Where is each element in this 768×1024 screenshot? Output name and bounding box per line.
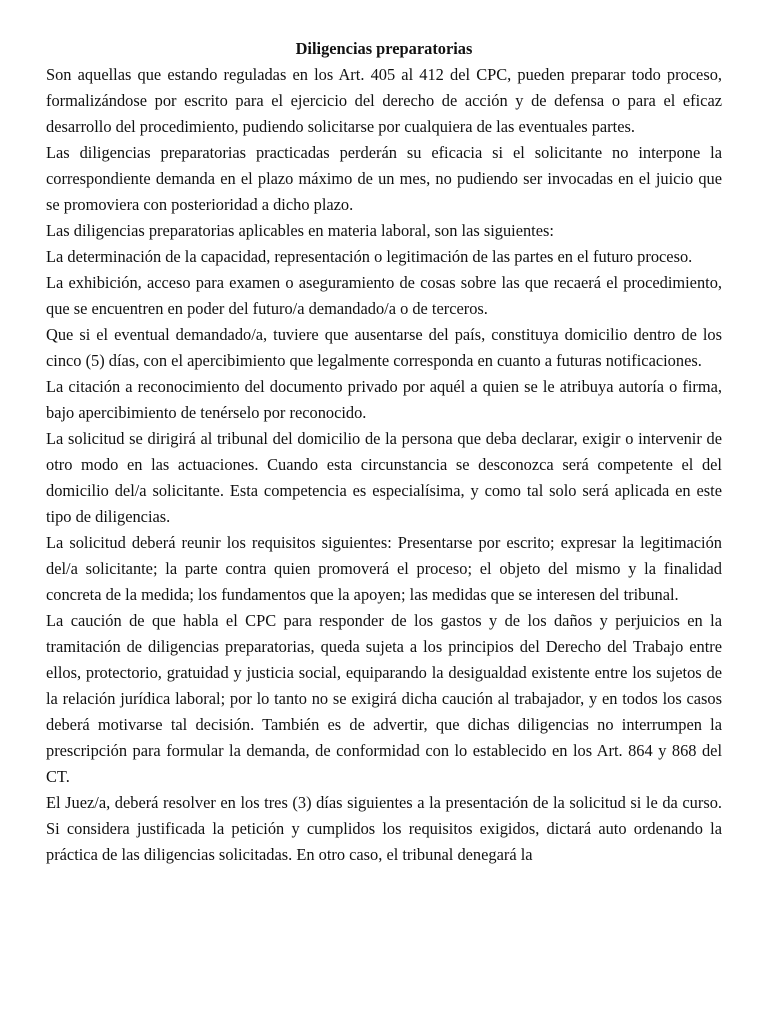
paragraph-list-intro: Las diligencias preparatorias aplicables en materia laboral, son las siguientes: xyxy=(46,221,554,240)
paragraph-citation: La citación a reconocimiento del documento privado por aquél a quien se le atribuya autoría o firma, bajo apercibimiento de tenérselo por reconocido. xyxy=(46,377,722,422)
document-title: Diligencias preparatorias xyxy=(295,39,473,58)
paragraph-efficacy: Las diligencias preparatorias practicadas perderán su eficacia si el solicitante no interpone la correspondiente demanda en el plazo máximo de un mes, no pudiendo ser invocadas en el juicio que se promoviera con posterioridad a dicho plazo. xyxy=(46,143,722,214)
paragraph-domicile: Que si el eventual demandado/a, tuviere que ausentarse del país, constituya domicilio dentro de los cinco (5) días, con el apercibimiento que legalmente corresponda en cuanto a futuras notificaciones. xyxy=(46,325,722,370)
paragraph-competence: La solicitud se dirigirá al tribunal del domicilio de la persona que deba declarar, exigir o intervenir de otro modo en las actuaciones. Cuando esta circunstancia se desconozca será competente el del domicilio del/a solicitante. Esta competencia es especialísima, y como tal solo será aplicada en este tipo de diligencias. xyxy=(46,429,722,526)
paragraph-requirements: La solicitud deberá reunir los requisitos siguientes: Presentarse por escrito; expresar la legitimación del/a solicitante; la parte contra quien promoverá el proceso; el objeto del mismo y la finalidad concreta de la medida; los fundamentos que la apoyen; las medidas que se interesen del tribunal. xyxy=(46,533,722,604)
paragraph-capacity: La determinación de la capacidad, representación o legitimación de las partes en el futuro proceso. xyxy=(46,247,693,266)
paragraph-exhibition: La exhibición, acceso para examen o aseguramiento de cosas sobre las que recaerá el procedimiento, que se encuentren en poder del futuro/a demandado/a o de terceros. xyxy=(46,273,722,318)
paragraph-judge: El Juez/a, deberá resolver en los tres (3) días siguientes a la presentación de la solicitud si le da curso. Si considera justificada la petición y cumplidos los requisitos exigidos, dictará auto ordenando la práctica de las diligencias solicitadas. En otro caso, el tribunal denegará la xyxy=(46,793,722,864)
paragraph-caution: La caución de que habla el CPC para responder de los gastos y de los daños y perjuicios en la tramitación de diligencias preparatorias, queda sujeta a los principios del Derecho del Trabajo entre ellos, protectorio, gratuidad y justicia social, equiparando la desigualdad existente entre los sujetos de la relación jurídica laboral; por lo tanto no se exigirá dicha caución al trabajador, y en todos los casos deberá motivarse tal decisión. También es de advertir, que dichas diligencias no interrumpen la prescripción para formular la demanda, de conformidad con lo establecido en los Art. 864 y 868 del CT. xyxy=(46,611,722,786)
paragraph-definition: Son aquellas que estando reguladas en los Art. 405 al 412 del CPC, pueden preparar todo proceso, formalizándose por escrito para el ejercicio del derecho de acción y de defensa o para el eficaz desarrollo del procedimiento, pudiendo solicitarse por cualquiera de las eventuales partes. xyxy=(46,65,722,136)
document-page xyxy=(46,36,722,868)
